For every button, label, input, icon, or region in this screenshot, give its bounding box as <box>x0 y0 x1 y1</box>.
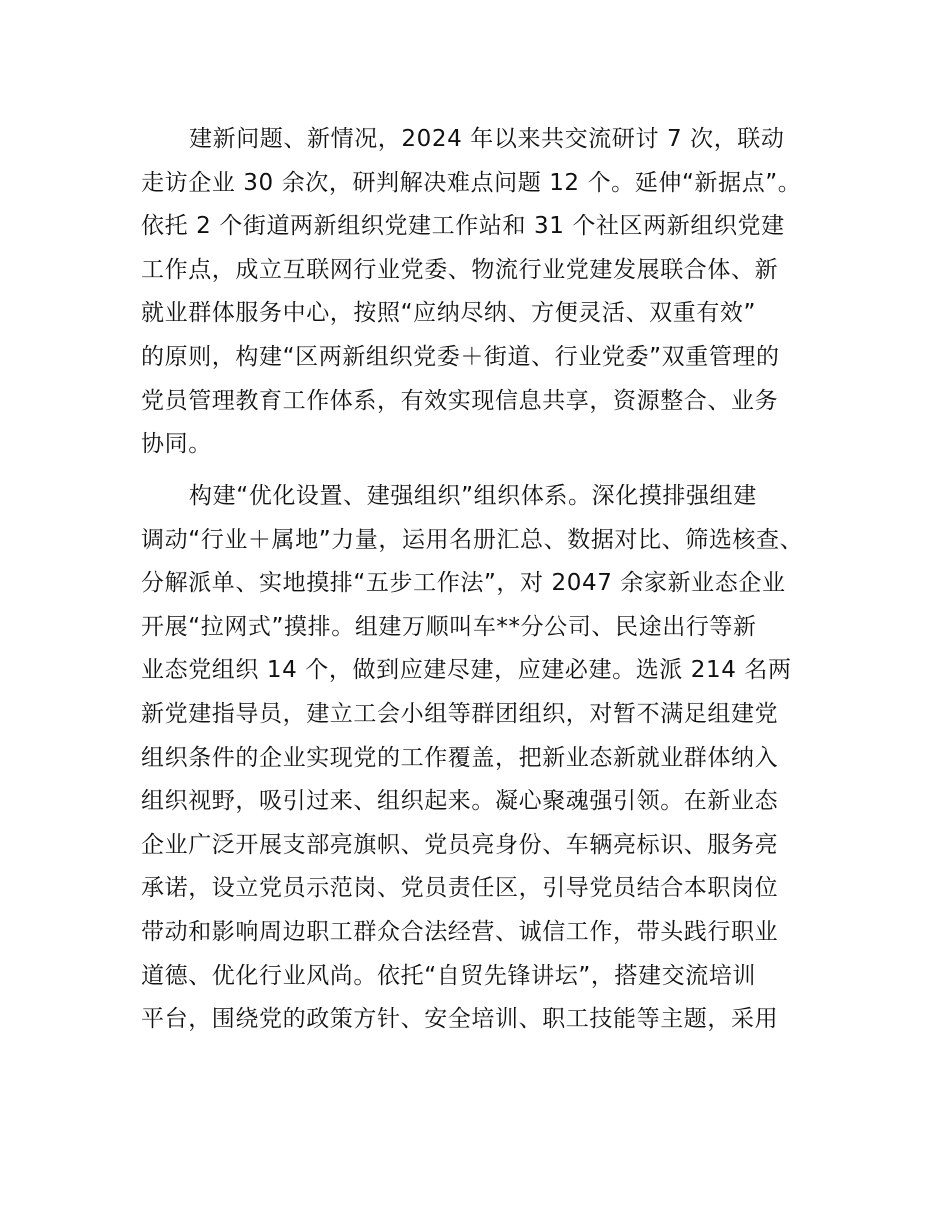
paragraph-2-line-6: 新党建指导员，建立工会小组等群团组织，对暂不满足组建党 <box>141 700 779 727</box>
paragraph-1-line-5: 就业群体服务中心，按照“应纳尽纳、方便灵活、双重有效” <box>141 300 757 327</box>
paragraph-2-line-2: 调动“行业＋属地”力量，运用名册汇总、数据对比、筛选核查、 <box>141 526 804 553</box>
paragraph-2-line-11: 带动和影响周边职工群众合法经营、诚信工作，带头践行职业 <box>141 918 779 945</box>
paragraph-2-line-12: 道德、优化行业风尚。依托“自贸先锋讲坛”，搭建交流培训 <box>141 962 757 989</box>
paragraph-1-line-4: 工作点，成立互联网行业党委、物流行业党建发展联合体、新 <box>141 256 779 283</box>
paragraph-2 <box>141 475 821 1042</box>
paragraph-2-line-7: 组织条件的企业实现党的工作覆盖，把新业态新就业群体纳入 <box>141 744 779 771</box>
paragraph-2-line-9: 企业广泛开展支部亮旗帜、党员亮身份、车辆亮标识、服务亮 <box>141 831 779 858</box>
paragraph-1-line-3: 依托 2 个街道两新组织党建工作站和 31 个社区两新组织党建 <box>141 213 785 240</box>
paragraph-1-line-6: 的原则，构建“区两新组织党委＋街道、行业党委”双重管理的 <box>141 343 780 370</box>
paragraph-2-line-10: 承诺，设立党员示范岗、党员责任区，引导党员结合本职岗位 <box>141 875 779 902</box>
paragraph-1-line-1: 建新问题、新情况，2024 年以来共交流研讨 7 次，联动 <box>189 126 785 152</box>
paragraph-2-line-1: 构建“优化设置、建强组织”组织体系。深化摸排强组建 <box>189 483 757 509</box>
paragraph-2-line-5: 业态党组织 14 个，做到应建尽建，应建必建。选派 214 名两 <box>141 657 792 684</box>
paragraph-1-line-7: 党员管理教育工作体系，有效实现信息共享，资源整合、业务 <box>141 387 779 414</box>
paragraph-1-line-2: 走访企业 30 余次，研判解决难点问题 12 个。延伸“新据点”。 <box>141 169 802 196</box>
paragraph-2-line-3: 分解派单、实地摸排“五步工作法”，对 2047 余家新业态企业 <box>141 570 786 597</box>
paragraph-2-line-4: 开展“拉网式”摸排。组建万顺叫车**分公司、民途出行等新 <box>141 613 757 640</box>
paragraph-2-line-13: 平台，围绕党的政策方针、安全培训、职工技能等主题，采用 <box>141 1006 779 1033</box>
paragraph-1-line-8: 协同。 <box>141 431 212 458</box>
paragraph-1 <box>141 118 821 467</box>
paragraph-2-line-8: 组织视野，吸引过来、组织起来。凝心聚魂强引领。在新业态 <box>141 788 779 815</box>
